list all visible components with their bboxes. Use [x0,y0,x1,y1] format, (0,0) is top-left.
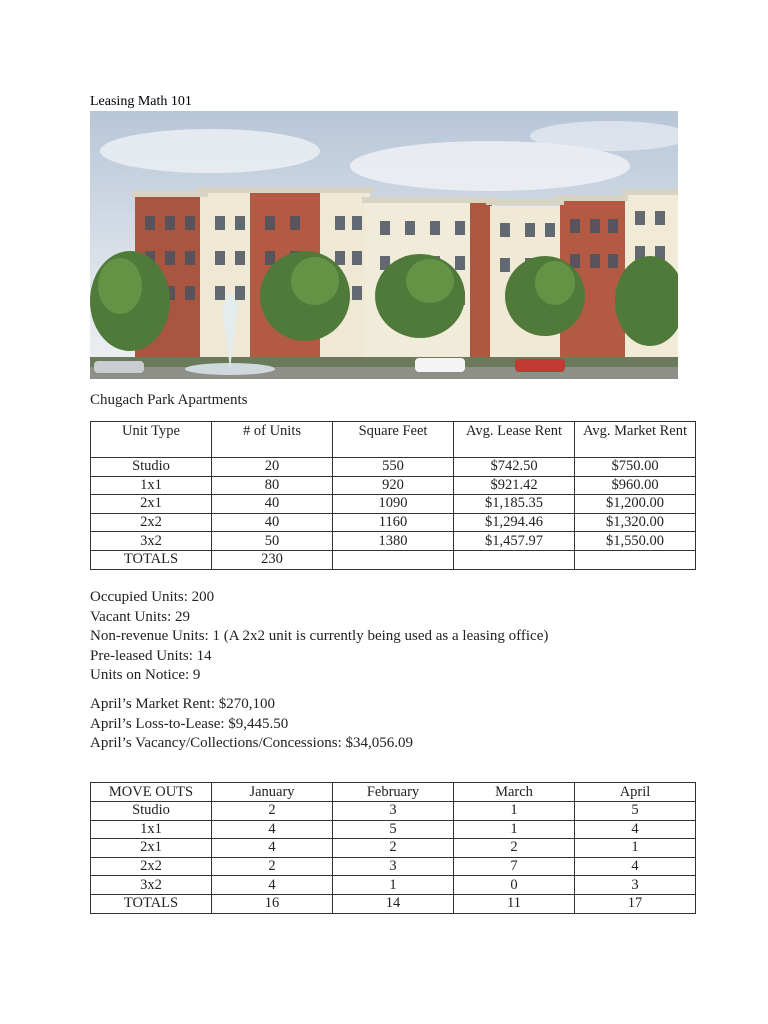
table-cell: 1x1 [91,820,212,839]
table-cell: $742.50 [454,458,575,477]
table-cell: $1,457.97 [454,532,575,551]
table-cell: 2 [212,802,333,821]
table-cell [575,550,696,569]
table-cell: 2x1 [91,839,212,858]
table-row [91,820,696,839]
stat-line: April’s Vacancy/Collections/Concessions: $34,056.09 [90,735,414,751]
table-cell: 5 [333,820,454,839]
table-cell: 5 [575,802,696,821]
table-row [91,476,696,495]
column-header: January [212,783,333,802]
table-cell: $1,200.00 [575,495,696,514]
stat-line: Pre-leased Units: 14 [90,647,212,664]
column-header: April [575,783,696,802]
column-header: February [333,783,454,802]
table-row [91,876,696,895]
occupancy-stats [90,588,548,686]
table-row [91,532,696,551]
stat-line: Occupied Units: 200 [90,589,215,605]
table-row [91,802,696,821]
table-header-row [91,783,696,802]
table-cell [333,550,454,569]
table-cell: 14 [333,894,454,913]
table-cell: 20 [212,458,333,477]
table-cell: Studio [91,458,212,477]
column-header: Avg. Lease Rent [454,422,575,458]
table-cell: $1,185.35 [454,495,575,514]
stat-line: April’s Market Rent: $270,100 [90,696,275,712]
table-cell: 40 [212,495,333,514]
table-cell: 16 [212,894,333,913]
stat-line: Vacant Units: 29 [90,608,190,625]
table-cell: 4 [212,839,333,858]
table-cell: 3 [575,876,696,895]
table-cell: 4 [212,876,333,895]
table-cell: 4 [575,857,696,876]
table-cell: 1 [454,802,575,821]
table-row [91,857,696,876]
table-cell: $960.00 [575,476,696,495]
table-cell [454,550,575,569]
table-cell: 550 [333,458,454,477]
table-cell: 40 [212,513,333,532]
table-cell: $1,550.00 [575,532,696,551]
table-cell: 1 [454,820,575,839]
table-cell: 2 [333,839,454,858]
april-stats [90,695,413,754]
table-cell: 2x2 [91,857,212,876]
table-cell: 11 [454,894,575,913]
column-header: March [454,783,575,802]
table-cell: $921.42 [454,476,575,495]
stat-line: Units on Notice: 9 [90,667,201,683]
table-cell: 230 [212,550,333,569]
table-cell: 4 [212,820,333,839]
table-cell: 1380 [333,532,454,551]
table-cell: 3 [333,857,454,876]
table-cell: 1 [333,876,454,895]
unit-summary-table [90,421,696,570]
column-header: Avg. Market Rent [575,422,696,458]
table-cell: 4 [575,820,696,839]
table-cell: 3x2 [91,532,212,551]
stat-line: April’s Loss-to-Lease: $9,445.50 [90,715,289,732]
property-name: Chugach Park Apartments [90,392,248,408]
totals-row [91,550,696,569]
column-header: MOVE OUTS [91,783,212,802]
table-row [91,513,696,532]
table-cell: 2 [212,857,333,876]
column-header: # of Units [212,422,333,458]
table-cell: 17 [575,894,696,913]
table-cell: 3 [333,802,454,821]
move-outs-table [90,782,696,914]
table-row [91,839,696,858]
table-cell: 1x1 [91,476,212,495]
building-rendering-image [90,111,678,379]
table-cell: TOTALS [91,894,212,913]
column-header: Unit Type [91,422,212,458]
table-cell: 920 [333,476,454,495]
table-cell: 3x2 [91,876,212,895]
stat-line: Non-revenue Units: 1 (A 2x2 unit is currently being used as a leasing office) [90,628,549,644]
column-header: Square Feet [333,422,454,458]
table-cell: Studio [91,802,212,821]
table-cell: 1160 [333,513,454,532]
document-title: Leasing Math 101 [90,94,192,109]
table-cell: 0 [454,876,575,895]
table-row [91,458,696,477]
table-cell: 2x1 [91,495,212,514]
table-cell: 1 [575,839,696,858]
table-cell: $1,294.46 [454,513,575,532]
table-row [91,495,696,514]
table-cell: 80 [212,476,333,495]
table-cell: TOTALS [91,550,212,569]
table-cell: 2 [454,839,575,858]
table-cell: 50 [212,532,333,551]
table-cell: 1090 [333,495,454,514]
table-cell: 2x2 [91,513,212,532]
table-cell: $1,320.00 [575,513,696,532]
table-cell: 7 [454,857,575,876]
totals-row [91,894,696,913]
table-header-row [91,422,696,458]
table-cell: $750.00 [575,458,696,477]
